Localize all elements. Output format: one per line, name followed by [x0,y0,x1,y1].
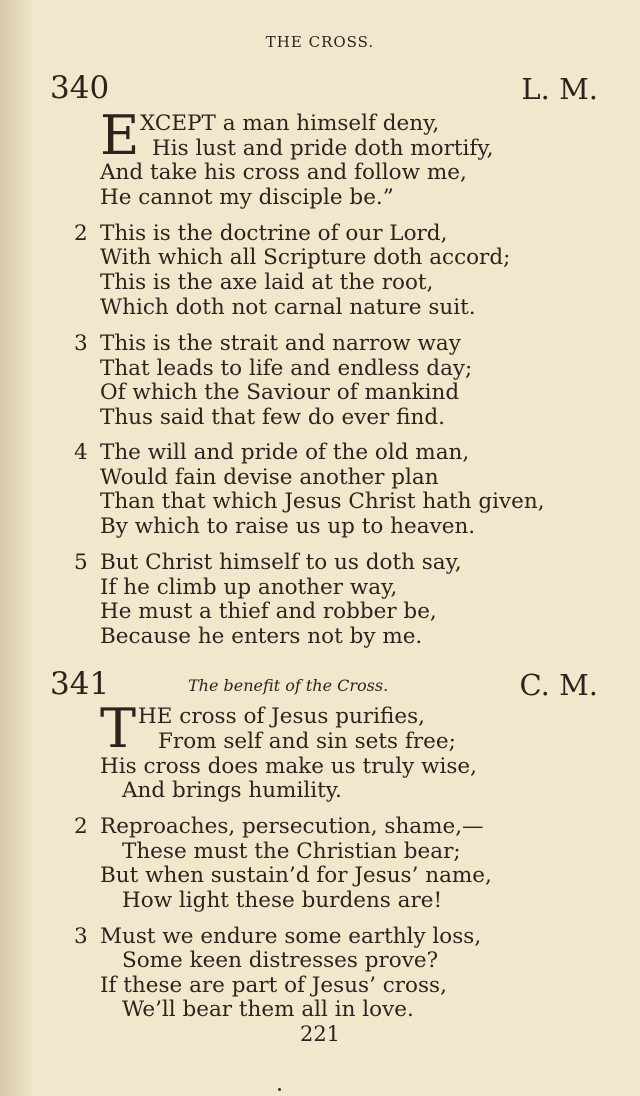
stanza-number: 3 [74,331,88,356]
verse-line: His cross does make us truly wise, [100,754,477,779]
verse-line: And take his cross and follow me, [100,160,467,185]
verse-line: Would fain devise another plan [100,465,439,490]
hymn-meter: C. M. [519,668,598,702]
verse-line: If he climb up another way, [100,575,398,600]
verse-line: That leads to life and endless day; [100,356,473,381]
hymn-subtitle: The benefit of the Cross. [188,676,389,695]
stanza-number: 3 [74,924,88,949]
verse-line: By which to raise us up to heaven. [100,514,476,539]
verse-line: These must the Christian bear; [122,839,461,864]
drop-cap: E [100,104,140,167]
verse-line: How light these burdens are! [122,888,443,913]
verse-line: Reproaches, persecution, shame,— [100,814,484,839]
verse-line: He cannot my disciple be.” [100,185,394,210]
verse-line: Must we endure some earthly loss, [100,924,482,949]
stanza-number: 2 [74,814,88,839]
stanza-number: 5 [74,550,88,575]
ink-speck [278,1088,281,1091]
hymn-meter: L. M. [521,72,598,106]
verse-line: This is the strait and narrow way [100,331,461,356]
verse-line: If these are part of Jesus’ cross, [100,973,447,998]
stanza-number: 2 [74,221,88,246]
verse-line: Because he enters not by me. [100,624,423,649]
verse-line: But when sustain’d for Jesus’ name, [100,863,492,888]
verse-line: Which doth not carnal nature suit. [100,295,476,320]
verse-line: Of which the Saviour of mankind [100,380,460,405]
drop-cap: T [100,697,137,760]
page-gutter-shadow [0,0,34,1096]
verse-line: This is the axe laid at the root, [100,270,434,295]
verse-line: HE cross of Jesus purifies, [138,704,425,729]
verse-line: We’ll bear them all in love. [122,997,414,1022]
verse-line: This is the doctrine of our Lord, [100,221,448,246]
verse-line: Thus said that few do ever find. [100,405,445,430]
hymn-number: 340 [50,70,110,106]
stanza-number: 4 [74,440,88,465]
verse-line: Than that which Jesus Christ hath given, [100,489,545,514]
verse-line: The will and pride of the old man, [100,440,470,465]
verse-line: His lust and pride doth mortify, [152,136,494,161]
verse-line: From self and sin sets free; [158,729,456,754]
verse-line: With which all Scripture doth accord; [100,245,511,270]
verse-line: XCEPT a man himself deny, [140,111,440,136]
running-head: THE CROSS. [265,33,375,51]
verse-line: He must a thief and robber be, [100,599,437,624]
hymn-number: 341 [50,666,110,702]
verse-line: And brings humility. [122,778,342,803]
page-number: 221 [299,1022,341,1046]
verse-line: But Christ himself to us doth say, [100,550,462,575]
verse-line: Some keen distresses prove? [122,948,439,973]
